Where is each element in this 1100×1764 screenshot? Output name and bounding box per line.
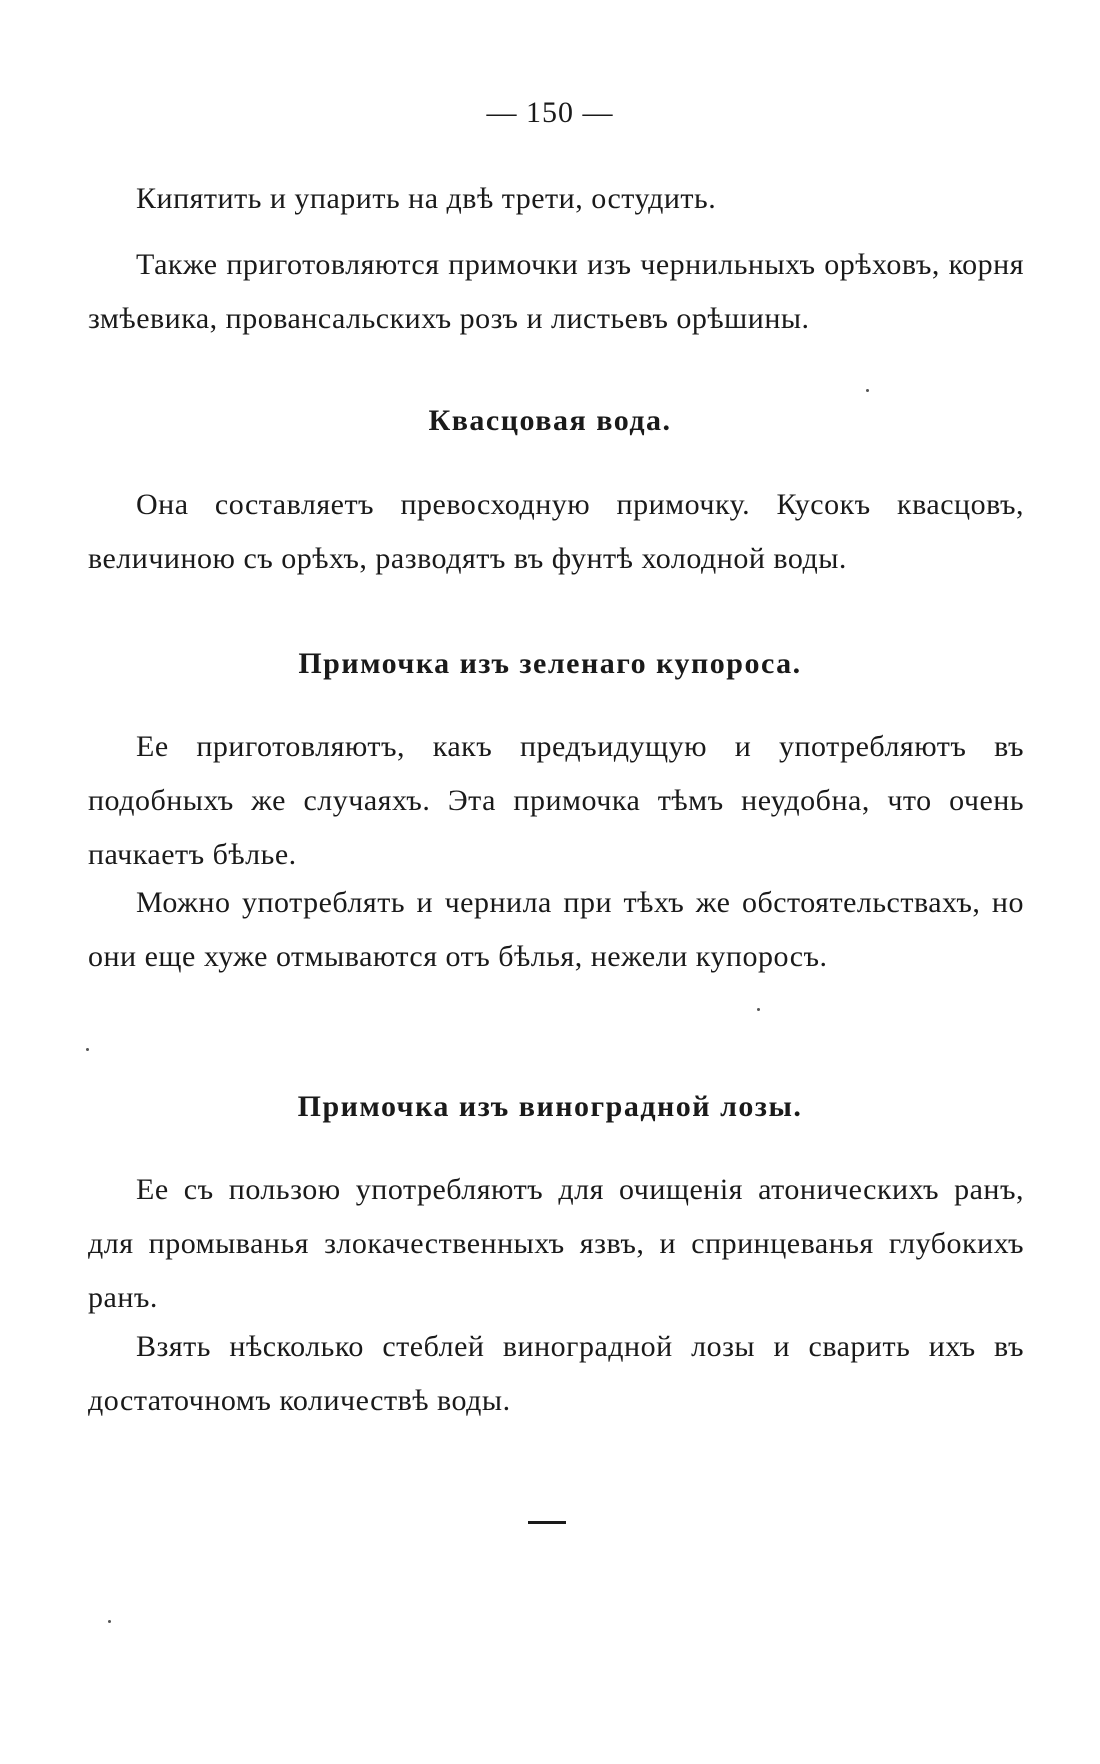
print-speck — [86, 1048, 89, 1051]
paragraph-green-vitriol: Ее приготовляютъ, какъ предъидущую и употребляютъ въ подобныхъ же случаяхъ. Эта примочка тѣмъ неудобна, что очень пачкаетъ бѣлье. — [88, 730, 1024, 871]
print-speck — [757, 1008, 760, 1011]
print-speck — [108, 1620, 111, 1623]
heading-green-vitriol: Примочка изъ зеленаго купороса. — [298, 647, 802, 680]
page-number: — 150 — — [486, 96, 614, 129]
paragraph-grape-vine-prep: Взять нѣсколько стеблей виноградной лозы и сварить ихъ въ достаточномъ количествѣ воды. — [88, 1330, 1024, 1417]
heading-grape-vine: Примочка изъ виноградной лозы. — [297, 1090, 803, 1123]
paragraph-grape-vine-use: Ее съ пользою употребляютъ для очищенія атоническихъ ранъ, для промыванья злокачественныхъ язвъ, и спринцеванья глубокихъ ранъ. — [88, 1173, 1024, 1314]
print-speck — [866, 389, 869, 392]
end-rule — [528, 1521, 566, 1524]
paragraph-ink: Можно употреблять и чернила при тѣхъ же обстоятельствахъ, но они еще хуже отмываются отъ бѣлья, нежели купоросъ. — [88, 886, 1024, 973]
heading-alum-water: Квасцовая вода. — [428, 404, 672, 437]
paragraph-boil: Кипятить и упарить на двѣ трети, остудить. — [136, 182, 717, 215]
paragraph-alum-water: Она составляетъ превосходную примочку. Кусокъ квасцовъ, величиною съ орѣхъ, разводятъ въ фунтѣ холодной воды. — [88, 488, 1024, 575]
paragraph-other-lotions: Также приготовляются примочки изъ чернильныхъ орѣховъ, корня змѣевика, провансальскихъ розъ и листьевъ орѣшины. — [88, 248, 1024, 335]
